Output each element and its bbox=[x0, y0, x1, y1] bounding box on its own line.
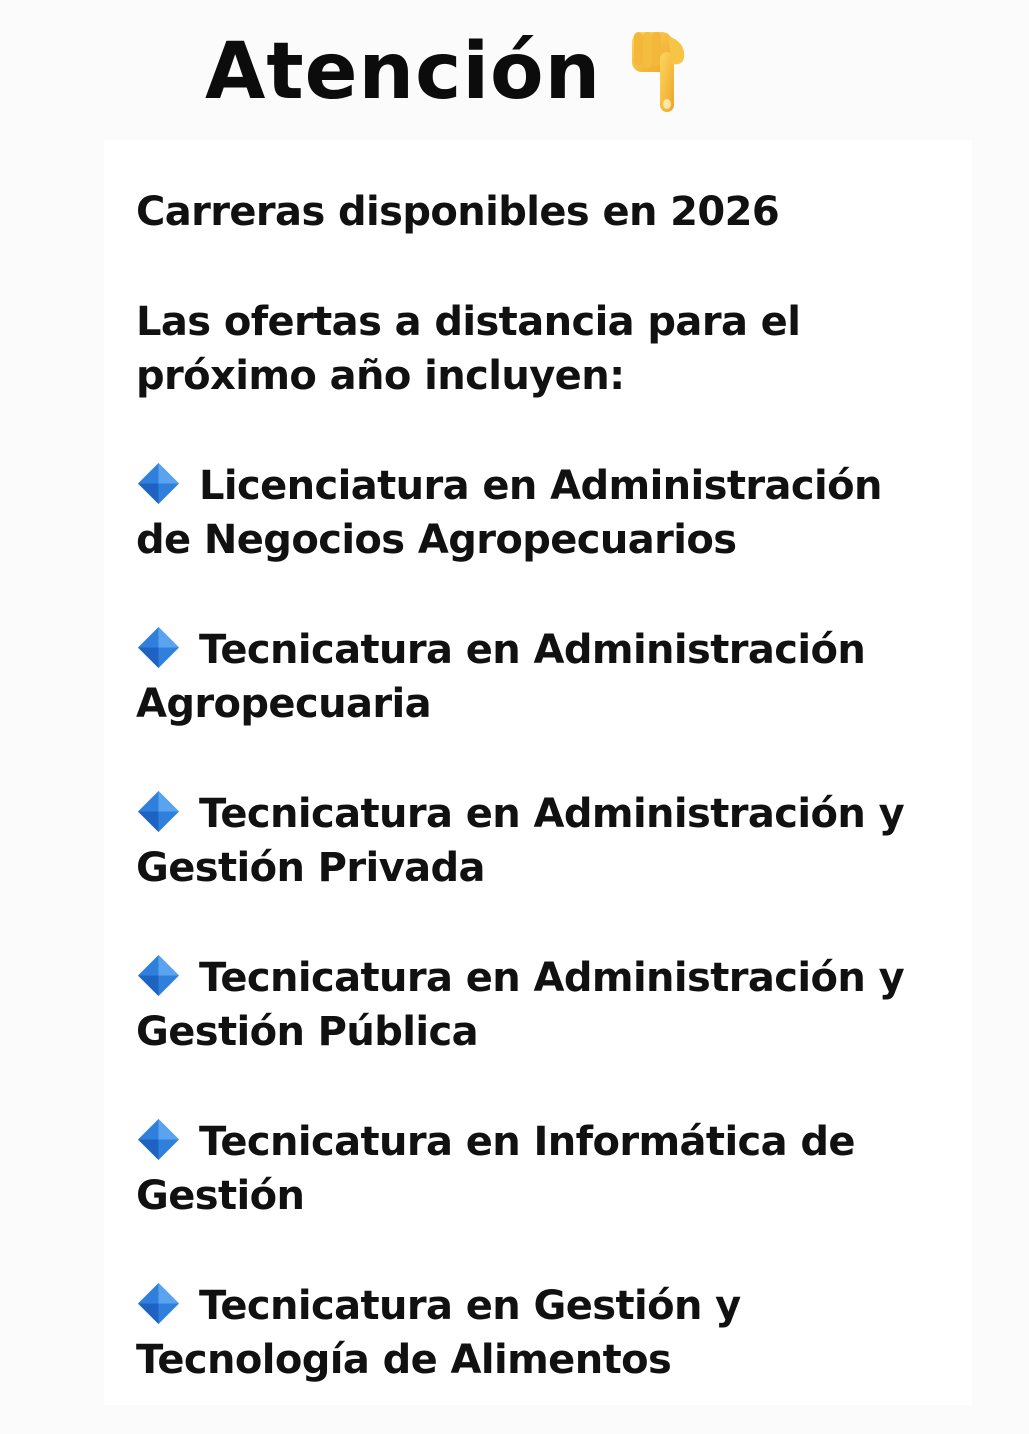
small-blue-diamond-icon bbox=[136, 1117, 181, 1162]
career-list bbox=[136, 459, 936, 1387]
career-item bbox=[136, 1115, 936, 1223]
career-title-line-2: Tecnología de Alimentos bbox=[136, 1337, 672, 1383]
backhand-index-pointing-down-icon bbox=[628, 26, 694, 114]
small-blue-diamond-icon bbox=[136, 1281, 181, 1326]
career-title-line-1: Tecnicatura en Informática de bbox=[199, 1119, 855, 1165]
career-title-line-2: Agropecuaria bbox=[136, 681, 431, 727]
career-title-line-2: de Negocios Agropecuarios bbox=[136, 517, 737, 563]
intro-line: Las ofertas a distancia para el bbox=[136, 299, 801, 345]
career-title-line-2: Gestión Pública bbox=[136, 1009, 479, 1055]
career-title-line-2: Gestión bbox=[136, 1173, 305, 1219]
small-blue-diamond-icon bbox=[136, 953, 181, 998]
page-title: Atención bbox=[205, 27, 602, 117]
headline: Carreras disponibles en 2026 bbox=[136, 189, 780, 235]
career-item bbox=[136, 951, 936, 1059]
intro-line: próximo año incluyen: bbox=[136, 353, 625, 399]
career-title-line-1: Tecnicatura en Administración y bbox=[199, 955, 905, 1001]
career-item bbox=[136, 787, 936, 895]
career-item bbox=[136, 1279, 936, 1387]
small-blue-diamond-icon bbox=[136, 461, 181, 506]
intro-text bbox=[136, 295, 936, 403]
small-blue-diamond-icon bbox=[136, 789, 181, 834]
content-panel bbox=[104, 140, 972, 1405]
small-blue-diamond-icon bbox=[136, 625, 181, 670]
career-title-line-1: Tecnicatura en Administración y bbox=[199, 791, 905, 837]
career-item bbox=[136, 459, 936, 567]
header bbox=[0, 0, 1029, 135]
content-body bbox=[136, 185, 936, 1387]
career-title-line-1: Tecnicatura en Administración bbox=[199, 627, 866, 673]
career-title-line-1: Licenciatura en Administración bbox=[199, 463, 882, 509]
career-title-line-2: Gestión Privada bbox=[136, 845, 485, 891]
career-title-line-1: Tecnicatura en Gestión y bbox=[199, 1283, 741, 1329]
career-item bbox=[136, 623, 936, 731]
